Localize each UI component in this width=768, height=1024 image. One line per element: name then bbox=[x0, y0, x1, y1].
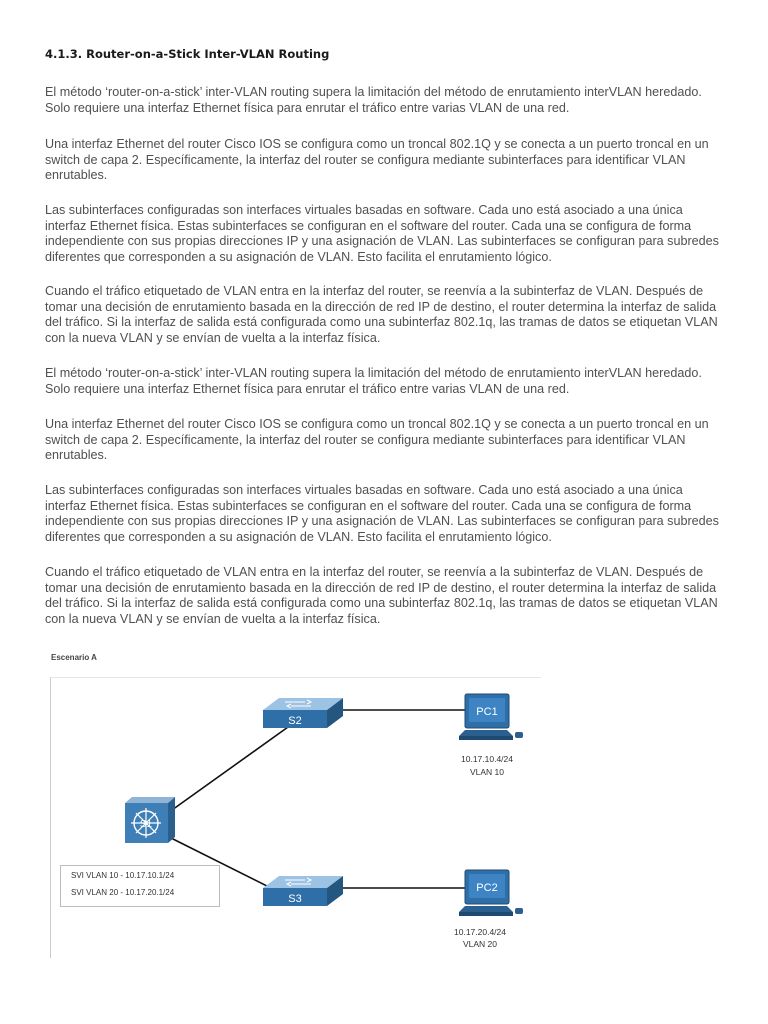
pc1-ip: 10.17.10.4/24 bbox=[461, 754, 513, 764]
pc2-label: PC2 bbox=[476, 882, 498, 894]
network-topology-figure bbox=[45, 650, 545, 960]
s1-label: S1 bbox=[139, 819, 153, 830]
figure-caption: Escenario A bbox=[51, 653, 97, 662]
svi-info-box bbox=[60, 865, 220, 907]
svi-vlan10: SVI VLAN 10 - 10.17.10.1/24 bbox=[71, 871, 175, 880]
switch-icon bbox=[263, 698, 343, 728]
paragraph: Cuando el tráfico etiquetado de VLAN entra en la interfaz del router, se reenvía a la subinterfaz de VLAN. Después de tomar una decisión de enrutamiento basada en la dirección de red IP de destino, el router determina la interfaz de salida del tráfico. Si la interfaz de salida está configurada como una subinterfaz 802.1q, las tramas de datos se etiquetan VLAN con la nueva VLAN y se envían de vuelta a la interfaz física. bbox=[45, 565, 718, 626]
svi-vlan20: SVI VLAN 20 - 10.17.20.1/24 bbox=[71, 888, 175, 897]
s2-label: S2 bbox=[288, 715, 302, 727]
pc1-label: PC1 bbox=[476, 706, 498, 718]
multilayer-switch-icon bbox=[125, 797, 175, 843]
pc1-vlan: VLAN 10 bbox=[469, 767, 505, 777]
pc-icon bbox=[459, 694, 523, 740]
paragraph: Cuando el tráfico etiquetado de VLAN entra en la interfaz del router, se reenvía a la subinterfaz de VLAN. Después de tomar una decisión de enrutamiento basada en la dirección de red IP de destino, el router determina la interfaz de salida del tráfico. Si la interfaz de salida está configurada como una subinterfaz 802.1q, las tramas de datos se etiquetan VLAN con la nueva VLAN y se envían de vuelta a la interfaz física. bbox=[45, 284, 718, 345]
switch-icon bbox=[263, 876, 343, 906]
pc-icon bbox=[459, 870, 523, 916]
paragraph: El método ‘router-on-a-stick’ inter-VLAN routing supera la limitación del método de enrutamiento interVLAN heredado. Solo requiere una interfaz Ethernet física para enrutar el tráfico entre varias VLAN de una red. bbox=[45, 85, 702, 115]
s3-label: S3 bbox=[288, 893, 302, 905]
section-heading: 4.1.3. Router-on-a-Stick Inter-VLAN Routing bbox=[45, 47, 330, 61]
paragraph: El método ‘router-on-a-stick’ inter-VLAN routing supera la limitación del método de enrutamiento interVLAN heredado. Solo requiere una interfaz Ethernet física para enrutar el tráfico entre varias VLAN de una red. bbox=[45, 366, 702, 396]
paragraph: Una interfaz Ethernet del router Cisco IOS se configura como un troncal 802.1Q y se conecta a un puerto troncal en un switch de capa 2. Específicamente, la interfaz del router se configura mediante subinterfaces para identificar VLAN enrutables. bbox=[45, 417, 709, 463]
link-s1-s2 bbox=[165, 722, 295, 815]
topology-diagram bbox=[45, 650, 545, 960]
paragraph: Una interfaz Ethernet del router Cisco IOS se configura como un troncal 802.1Q y se conecta a un puerto troncal en un switch de capa 2. Específicamente, la interfaz del router se configura mediante subinterfaces para identificar VLAN enrutables. bbox=[45, 137, 709, 183]
paragraph: Las subinterfaces configuradas son interfaces virtuales basadas en software. Cada uno está asociado a una única interfaz Ethernet física. Estas subinterfaces se configuran en el software del router. Cada una se configura de forma independiente con sus propias direcciones IP y una asignación de VLAN. Las subinterfaces se configuran para subredes diferentes que corresponden a su asignación de VLAN. Esto facilita el enrutamiento lógico. bbox=[45, 203, 719, 264]
pc2-vlan: VLAN 20 bbox=[462, 939, 498, 949]
pc2-ip: 10.17.20.4/24 bbox=[454, 927, 506, 937]
paragraph: Las subinterfaces configuradas son interfaces virtuales basadas en software. Cada uno está asociado a una única interfaz Ethernet física. Estas subinterfaces se configuran en el software del router. Cada una se configura de forma independiente con sus propias direcciones IP y una asignación de VLAN. Las subinterfaces se configuran para subredes diferentes que corresponden a su asignación de VLAN. Esto facilita el enrutamiento lógico. bbox=[45, 483, 719, 544]
